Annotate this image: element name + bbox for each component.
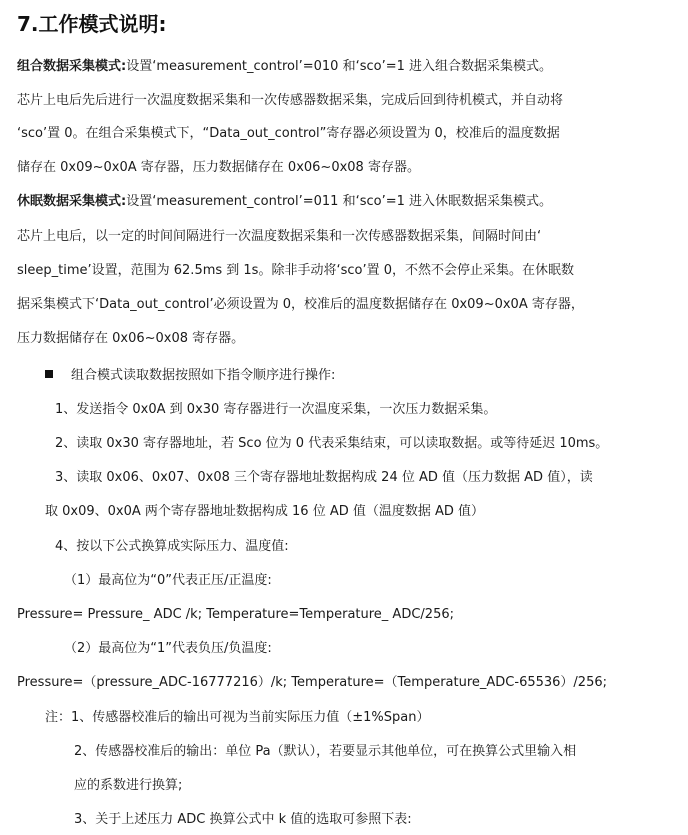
step-3-line-1: 3、读取 0x06、0x07、0x08 三个寄存器地址数据构成 24 位 AD 值（压力数据 AD 值），读 xyxy=(55,470,593,485)
bullet-square-icon xyxy=(45,370,53,378)
sleep-mode-text-1: 设置‘measurement_control’=011 和‘sco’=1 进入休眠数据采集模式。 xyxy=(126,194,552,209)
step-3-line-2: 取 0x09、0x0A 两个寄存器地址数据构成 16 位 AD 值（温度数据 AD 值） xyxy=(45,504,485,519)
step-2: 2、读取 0x30 寄存器地址，若 Sco 位为 0 代表采集结束，可以读取数据。或等待延迟 10ms。 xyxy=(55,436,609,451)
note-3: 3、关于上述压力 ADC 换算公式中 k 值的选取可参照下表: xyxy=(74,812,412,827)
sleep-mode-line-1 xyxy=(17,192,552,212)
steps-intro xyxy=(45,366,335,386)
sleep-mode-line-4: 据采集模式下‘Data_out_control’必须设置为 0，校准后的温度数据储存在 0x09~0x0A 寄存器， xyxy=(17,297,584,312)
sleep-mode-line-3: sleep_time’设置，范围为 62.5ms 到 1s。除非手动将‘sco’置 0，不然不会停止采集。在休眠数 xyxy=(17,263,575,278)
combo-mode-line-2: 芯片上电后先后进行一次温度数据采集和一次传感器数据采集，完成后回到待机模式，并自动将 xyxy=(17,93,564,108)
section-heading: 7.工作模式说明: xyxy=(17,12,167,36)
case-negative: （2）最高位为“1”代表负压/负温度: xyxy=(64,641,272,656)
sleep-mode-line-5: 压力数据储存在 0x06~0x08 寄存器。 xyxy=(17,331,245,346)
combo-mode-title: 组合数据采集模式: xyxy=(17,59,127,74)
combo-mode-line-1 xyxy=(17,57,552,77)
sleep-mode-title: 休眠数据采集模式: xyxy=(17,194,127,209)
case-positive: （1）最高位为“0”代表正压/正温度: xyxy=(64,573,272,588)
formula-negative: Pressure=（pressure_ADC-16777216）/k; Temperature=（Temperature_ADC-65536）/256; xyxy=(17,675,608,690)
combo-mode-line-3: ‘sco’置 0。在组合采集模式下，“Data_out_control”寄存器必须设置为 0，校准后的温度数据 xyxy=(17,126,560,141)
note-2-line-2: 应的系数进行换算; xyxy=(74,778,183,793)
note-2-line-1: 2、传感器校准后的输出：单位 Pa（默认），若要显示其他单位，可在换算公式里输入相 xyxy=(74,744,577,759)
combo-mode-text-1: 设置‘measurement_control’=010 和‘sco’=1 进入组合数据采集模式。 xyxy=(126,59,552,74)
sleep-mode-line-2: 芯片上电后，以一定的时间间隔进行一次温度数据采集和一次传感器数据采集，间隔时间由‘ xyxy=(17,229,542,244)
note-1: 注：1、传感器校准后的输出可视为当前实际压力值（±1%Span） xyxy=(45,710,430,725)
steps-intro-text: 组合模式读取数据按照如下指令顺序进行操作: xyxy=(71,368,336,383)
step-1: 1、发送指令 0x0A 到 0x30 寄存器进行一次温度采集，一次压力数据采集。 xyxy=(55,402,497,417)
step-4: 4、按以下公式换算成实际压力、温度值: xyxy=(55,539,289,554)
formula-positive: Pressure= Pressure_ ADC /k; Temperature=Temperature_ ADC/256; xyxy=(17,607,454,622)
combo-mode-line-4: 储存在 0x09~0x0A 寄存器，压力数据储存在 0x06~0x08 寄存器。 xyxy=(17,160,420,175)
